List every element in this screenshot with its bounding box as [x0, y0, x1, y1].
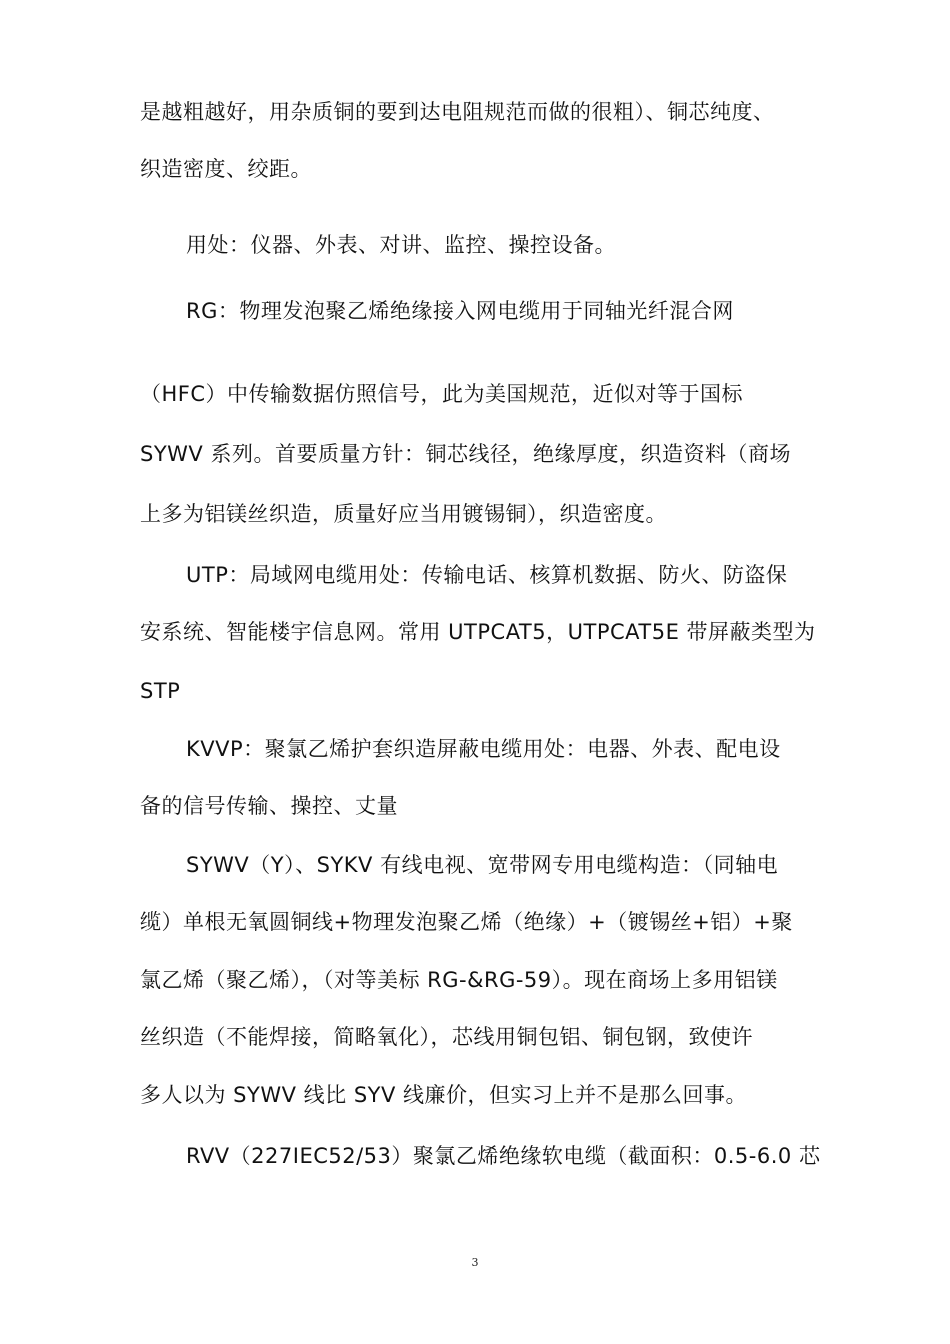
- text-line: 织造密度、绞距。: [140, 157, 312, 181]
- text-line: 安系统、智能楼宇信息网。常用 UTPCAT5，UTPCAT5E 带屏蔽类型为: [140, 620, 816, 644]
- text-line: 上多为铝镁丝织造，质量好应当用镀锡铜），织造密度。: [140, 502, 667, 526]
- text-line: 是越粗越好，用杂质铜的要到达电阻规范而做的很粗）、铜芯纯度、: [140, 100, 775, 124]
- text-line: 备的信号传输、操控、丈量: [140, 794, 398, 818]
- page-number: 3: [471, 1256, 479, 1269]
- text-line: 氯乙烯（聚乙烯），（对等美标 RG-&RG-59）。现在商场上多用铝镁: [140, 968, 778, 992]
- text-line: KVVP：聚氯乙烯护套织造屏蔽电缆用处：电器、外表、配电设: [186, 737, 781, 761]
- text-line: RVV（227IEC52/53）聚氯乙烯绝缘软电缆（截面积：0.5-6.0 芯: [186, 1144, 821, 1168]
- text-line: SYWV 系列。首要质量方针：铜芯线径，绝缘厚度，织造资料（商场: [140, 442, 791, 466]
- text-line: 丝织造（不能焊接，简略氧化），芯线用铜包铝、铜包钢，致使许: [140, 1025, 753, 1049]
- text-line: 用处：仪器、外表、对讲、监控、操控设备。: [186, 233, 616, 257]
- text-line: 多人以为 SYWV 线比 SYV 线廉价，但实习上并不是那么回事。: [140, 1083, 748, 1107]
- text-line: UTP：局域网电缆用处：传输电话、核算机数据、防火、防盗保: [186, 563, 788, 587]
- text-line: SYWV（Y）、SYKV 有线电视、宽带网专用电缆构造：（同轴电: [186, 853, 779, 877]
- text-line: STP: [140, 679, 181, 703]
- text-line: RG：物理发泡聚乙烯绝缘接入网电缆用于同轴光纤混合网: [186, 299, 734, 323]
- text-line: 缆）单根无氧圆铜线+物理发泡聚乙烯（绝缘）+（镀锡丝+铝）+聚: [140, 910, 793, 934]
- text-line: （HFC）中传输数据仿照信号，此为美国规范，近似对等于国标: [140, 382, 744, 406]
